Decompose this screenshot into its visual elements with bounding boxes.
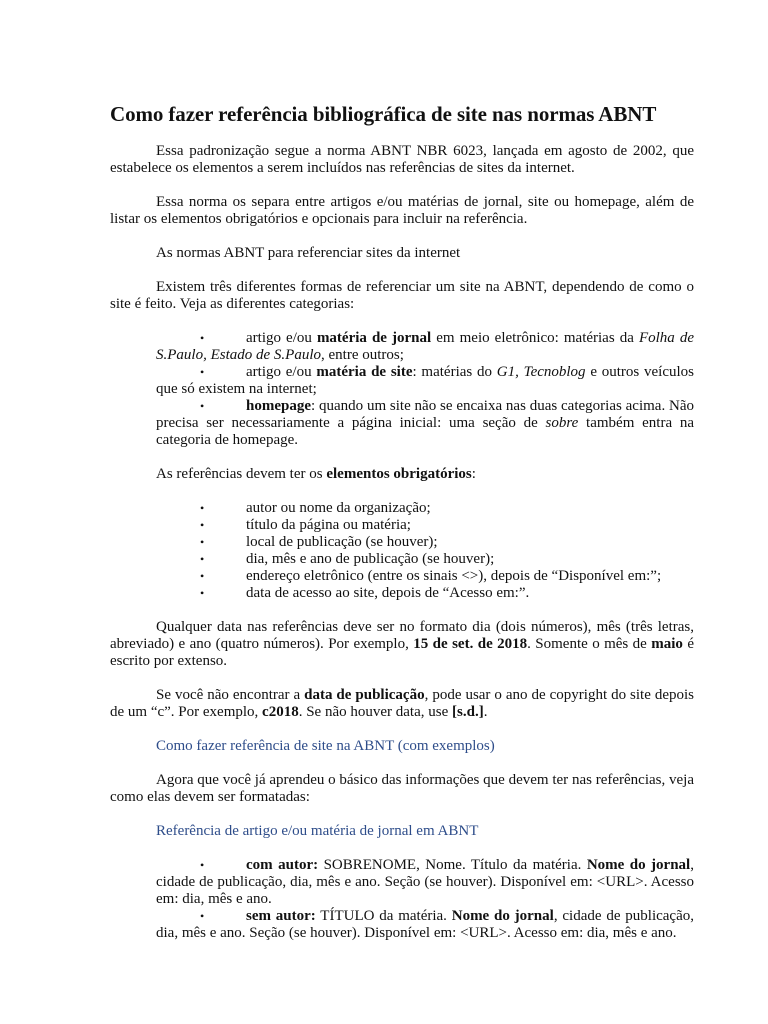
list-item: • artigo e/ou matéria de site: matérias do G1, Tecnoblog e outros veículos que só existem na internet; (156, 364, 694, 397)
formatting-intro: Agora que você já aprendeu o básico das informações que devem ter nas referências, veja como elas devem ser formatadas: (110, 772, 694, 805)
list-item: • artigo e/ou matéria de jornal em meio eletrônico: matérias da Folha de S.Paulo, Estado de S.Paulo, entre outros; (156, 330, 694, 363)
intro-paragraph-1: Essa padronização segue a norma ABNT NBR 6023, lançada em agosto de 2002, que estabelece os elementos a serem incluídos nas referências de sites da internet. (110, 143, 694, 176)
required-elements-intro: As referências devem ter os elementos obrigatórios: (156, 466, 476, 482)
list-item: • sem autor: TÍTULO da matéria. Nome do jornal, cidade de publicação, dia, mês e ano. Seção (se houver). Disponível em: <URL>. Acesso em: dia, mês e ano. (156, 908, 694, 941)
list-item: • autor ou nome da organização; (200, 500, 431, 516)
bullet-icon: • (200, 399, 205, 413)
bullet-icon: • (200, 858, 205, 872)
list-item: • título da página ou matéria; (200, 517, 411, 533)
bullet-icon: • (200, 331, 205, 345)
bullet-icon: • (200, 365, 205, 379)
list-item: • local de publicação (se houver); (200, 534, 438, 550)
section-subtitle: As normas ABNT para referenciar sites da internet (156, 245, 461, 261)
required-elements-list (110, 500, 694, 602)
intro-paragraph-2: Essa norma os separa entre artigos e/ou matérias de jornal, site ou homepage, além de listar os elementos obrigatórios e opcionais para incluir na referência. (110, 194, 694, 227)
categories-intro: Existem três diferentes formas de referenciar um site na ABNT, dependendo de como o site é feito. Veja as diferentes categorias: (110, 279, 694, 312)
section-heading-newspaper: Referência de artigo e/ou matéria de jornal em ABNT (156, 823, 479, 839)
bullet-icon: • (200, 518, 205, 532)
bullet-icon: • (200, 501, 205, 515)
list-item: • endereço eletrônico (entre os sinais <>), depois de “Disponível em:”; (200, 568, 662, 584)
bullet-icon: • (200, 552, 205, 566)
list-item: • data de acesso ao site, depois de “Acesso em:”. (200, 585, 530, 601)
page-title: Como fazer referência bibliográfica de site nas normas ABNT (110, 102, 657, 126)
bullet-icon: • (200, 535, 205, 549)
categories-list (110, 330, 694, 449)
list-item: • dia, mês e ano de publicação (se houver); (200, 551, 495, 567)
list-item: • homepage: quando um site não se encaixa nas duas categorias acima. Não precisa ser necessariamente a página inicial: uma seção de sobre também entra na categoria de homepage. (156, 398, 694, 448)
examples-list (110, 857, 694, 942)
bullet-icon: • (200, 569, 205, 583)
bullet-icon: • (200, 909, 205, 923)
bullet-icon: • (200, 586, 205, 600)
section-heading-examples: Como fazer referência de site na ABNT (com exemplos) (156, 738, 495, 754)
list-item: • com autor: SOBRENOME, Nome. Título da matéria. Nome do jornal, cidade de publicação, dia, mês e ano. Seção (se houver). Disponível em: <URL>. Acesso em: dia, mês e ano. (156, 857, 694, 907)
date-format-paragraph: Qualquer data nas referências deve ser no formato dia (dois números), mês (três letras, abreviado) e ano (quatro números). Por exemplo, 15 de set. de 2018. Somente o mês de maio é escrito por extenso. (110, 619, 694, 669)
publication-date-paragraph: Se você não encontrar a data de publicação, pode usar o ano de copyright do site depois de um “c”. Por exemplo, c2018. Se não houver data, use [s.d.]. (110, 687, 695, 720)
